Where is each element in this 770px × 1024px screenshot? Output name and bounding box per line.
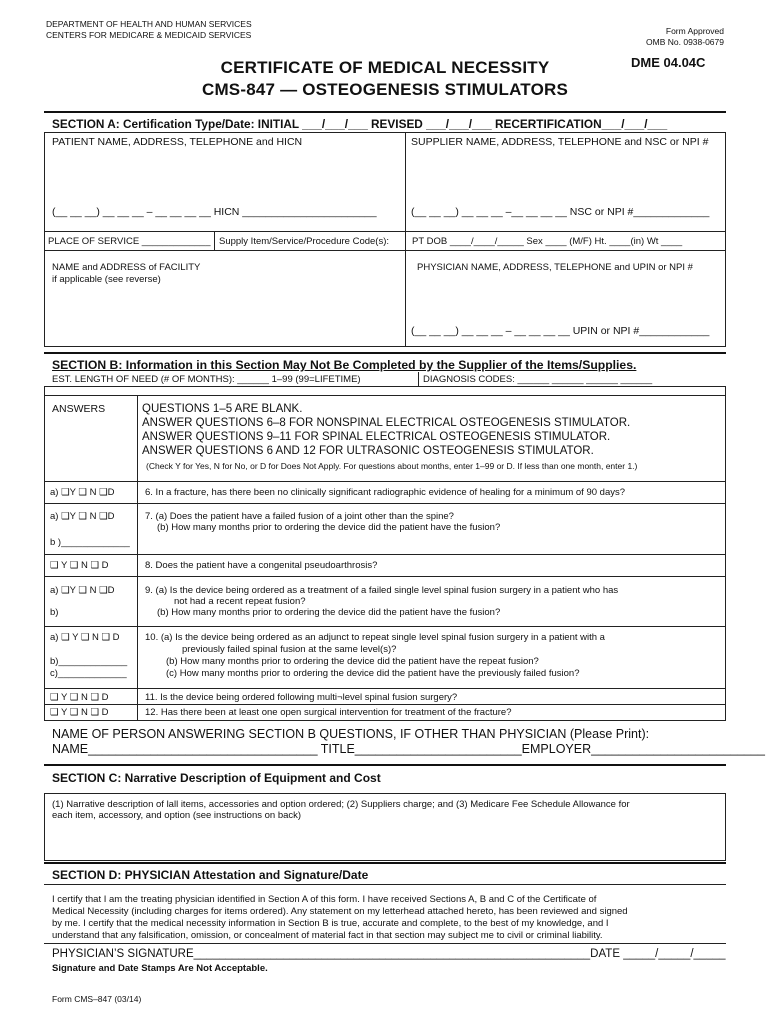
- attestation-text: Medical Necessity (including charges for items ordered). Any statement on my letterhead attached hereto, has been reviewed and signed: [52, 906, 628, 917]
- question-9a: 9. (a) Is the device being ordered as a treatment of a failed single level spinal fusion surgery in a patient who has: [145, 585, 619, 596]
- section-c-instructions: (1) Narrative description of lall items, accessories and option ordered; (2) Suppliers charge; and (3) Medicare Fee Schedule Allowance for: [52, 799, 630, 810]
- q9-answer-checkboxes[interactable]: a) ❑Y ❑ N ❑D: [50, 585, 115, 596]
- physician-signature-field[interactable]: PHYSICIAN’S SIGNATURE______________________________________________________________DATE _____/_____/_____: [52, 948, 726, 960]
- question-10b: (b) How many months prior to ordering the device did the patient have the repeat fusion?: [166, 656, 539, 667]
- instruction-line: ANSWER QUESTIONS 6 AND 12 FOR ULTRASONIC OSTEOGENESIS STIMULATOR.: [142, 445, 594, 457]
- question-11: 11. Is the device being ordered following multi¬level spinal fusion surgery?: [145, 692, 458, 703]
- question-8: 8. Does the patient have a congenital pseudoarthrosis?: [145, 560, 378, 571]
- physician-label: PHYSICIAN NAME, ADDRESS, TELEPHONE and UPIN or NPI #: [417, 262, 693, 273]
- question-12: 12. Has there been at least one open surgical intervention for treatment of the fracture?: [145, 707, 512, 718]
- person-answering-fields[interactable]: NAME_________________________________ TITLE________________________EMPLOYER_________________________: [52, 742, 765, 756]
- section-c-top-rule: [44, 764, 726, 766]
- answers-label: ANSWERS: [52, 403, 106, 415]
- section-b-top-rule: [44, 352, 726, 354]
- instruction-note: (Check Y for Yes, N for No, or D for Does Not Apply. For questions about months, enter 1–99 or D. If less than one month, enter 1.): [146, 461, 638, 471]
- patient-dob-sex-ht-wt[interactable]: PT DOB ____/____/_____ Sex ____ (M/F) Ht. ____(in) Wt ____: [412, 236, 683, 247]
- q11-answer-checkboxes[interactable]: ❑ Y ❑ N ❑ D: [50, 692, 109, 703]
- q10c-months-field[interactable]: c)_____________: [50, 668, 127, 679]
- q8-answer-checkboxes[interactable]: ❑ Y ❑ N ❑ D: [50, 560, 109, 571]
- section-d-top-rule: [44, 862, 726, 864]
- question-9b: (b) How many months prior to ordering the device did the patient have the fusion?: [157, 607, 501, 618]
- form-title: CERTIFICATE OF MEDICAL NECESSITY: [220, 58, 550, 77]
- q7-answer-checkboxes[interactable]: a) ❑Y ❑ N ❑D: [50, 511, 115, 522]
- person-answering-heading: NAME OF PERSON ANSWERING SECTION B QUESTIONS, IF OTHER THAN PHYSICIAN (Please Print):: [52, 727, 650, 741]
- form-approved: Form Approved: [665, 26, 724, 36]
- instruction-line: ANSWER QUESTIONS 6–8 FOR NONSPINAL ELECTRICAL OSTEOGENESIS STIMULATOR.: [142, 417, 631, 429]
- question-10c: (c) How many months prior to ordering the device did the patient have the previously failed fusion?: [166, 668, 580, 679]
- facility-note: if applicable (see reverse): [52, 274, 161, 285]
- form-id: Form CMS–847 (03/14): [52, 994, 142, 1004]
- q10b-months-field[interactable]: b)_____________: [50, 656, 128, 667]
- diagnosis-codes[interactable]: DIAGNOSIS CODES: ______ ______ ______ ______: [423, 374, 653, 385]
- section-a-heading: SECTION A: Certification Type/Date: INITIAL ___/___/___ REVISED ___/___/___ RECERTIFICATION___/___/___: [52, 117, 668, 131]
- q6-answer-checkboxes[interactable]: a) ❑Y ❑ N ❑D: [50, 487, 115, 498]
- supply-item-code[interactable]: Supply Item/Service/Procedure Code(s):: [219, 236, 390, 247]
- question-9a-cont: not had a recent repeat fusion?: [174, 596, 306, 607]
- department-name: DEPARTMENT OF HEALTH AND HUMAN SERVICES: [46, 19, 252, 29]
- attestation-text: I certify that I am the treating physician identified in Section A of this form. I have received Sections A, B and C of the Certificate of: [52, 894, 597, 905]
- patient-phone-hicn[interactable]: (__ __ __) __ __ __ – __ __ __ __ HICN _______________________: [52, 206, 377, 218]
- q7b-months-field[interactable]: b )_____________: [50, 537, 130, 548]
- section-d-heading: SECTION D: PHYSICIAN Attestation and Signature/Date: [52, 868, 369, 882]
- section-c-instructions-cont: each item, accessory, and option (see instructions on back): [52, 810, 302, 821]
- omb-number: OMB No. 0938-0679: [646, 37, 724, 47]
- patient-label: PATIENT NAME, ADDRESS, TELEPHONE and HICN: [52, 136, 303, 148]
- section-a-top-rule: [44, 111, 726, 113]
- question-7b: (b) How many months prior to ordering the device did the patient have the fusion?: [157, 522, 501, 533]
- attestation-text: by me. I certify that the medical necessity information in Section B is true, accurate and complete, to the best of my knowledge, and I: [52, 918, 609, 929]
- place-of-service[interactable]: PLACE OF SERVICE _____________: [48, 236, 211, 247]
- section-b-heading: SECTION B: Information in this Section May Not Be Completed by the Supplier of the Items/Supplies.: [52, 358, 637, 372]
- supplier-phone-nsc[interactable]: (__ __ __) __ __ __ –__ __ __ __ NSC or NPI #_____________: [411, 206, 710, 218]
- instruction-line: ANSWER QUESTIONS 9–11 FOR SPINAL ELECTRICAL OSTEOGENESIS STIMULATOR.: [142, 431, 611, 443]
- facility-label: NAME and ADDRESS of FACILITY: [52, 262, 201, 273]
- question-7a: 7. (a) Does the patient have a failed fusion of a joint other than the spine?: [145, 511, 454, 522]
- est-length-of-need[interactable]: EST. LENGTH OF NEED (# OF MONTHS): ______ 1–99 (99=LIFETIME): [52, 374, 361, 385]
- physician-phone-upin[interactable]: (__ __ __) __ __ __ – __ __ __ __ UPIN or NPI #____________: [411, 325, 710, 337]
- dme-code: DME 04.04C: [631, 55, 706, 70]
- instruction-line: QUESTIONS 1–5 ARE BLANK.: [142, 403, 303, 415]
- question-10a: 10. (a) Is the device being ordered as an adjunct to repeat single level spinal fusion surgery in a patient with a: [145, 632, 605, 643]
- q9b-months-field[interactable]: b): [50, 607, 59, 618]
- attestation-text: understand that any falsification, omission, or concealment of material fact in that section may subject me to civil or criminal liability.: [52, 930, 603, 941]
- section-c-heading: SECTION C: Narrative Description of Equipment and Cost: [52, 771, 381, 785]
- supplier-label: SUPPLIER NAME, ADDRESS, TELEPHONE and NSC or NPI #: [411, 136, 709, 148]
- signature-stamp-note: Signature and Date Stamps Are Not Acceptable.: [52, 963, 268, 974]
- q10-answer-checkboxes[interactable]: a) ❑ Y ❑ N ❑ D: [50, 632, 120, 643]
- q12-answer-checkboxes[interactable]: ❑ Y ❑ N ❑ D: [50, 707, 109, 718]
- question-10a-cont: previously failed spinal fusion at the same level(s)?: [182, 644, 397, 655]
- agency-name: CENTERS FOR MEDICARE & MEDICAID SERVICES: [46, 30, 252, 40]
- form-subtitle: CMS-847 — OSTEOGENESIS STIMULATORS: [201, 80, 569, 99]
- question-6: 6. In a fracture, has there been no clinically significant radiographic evidence of healing for a minimum of 90 days?: [145, 487, 626, 498]
